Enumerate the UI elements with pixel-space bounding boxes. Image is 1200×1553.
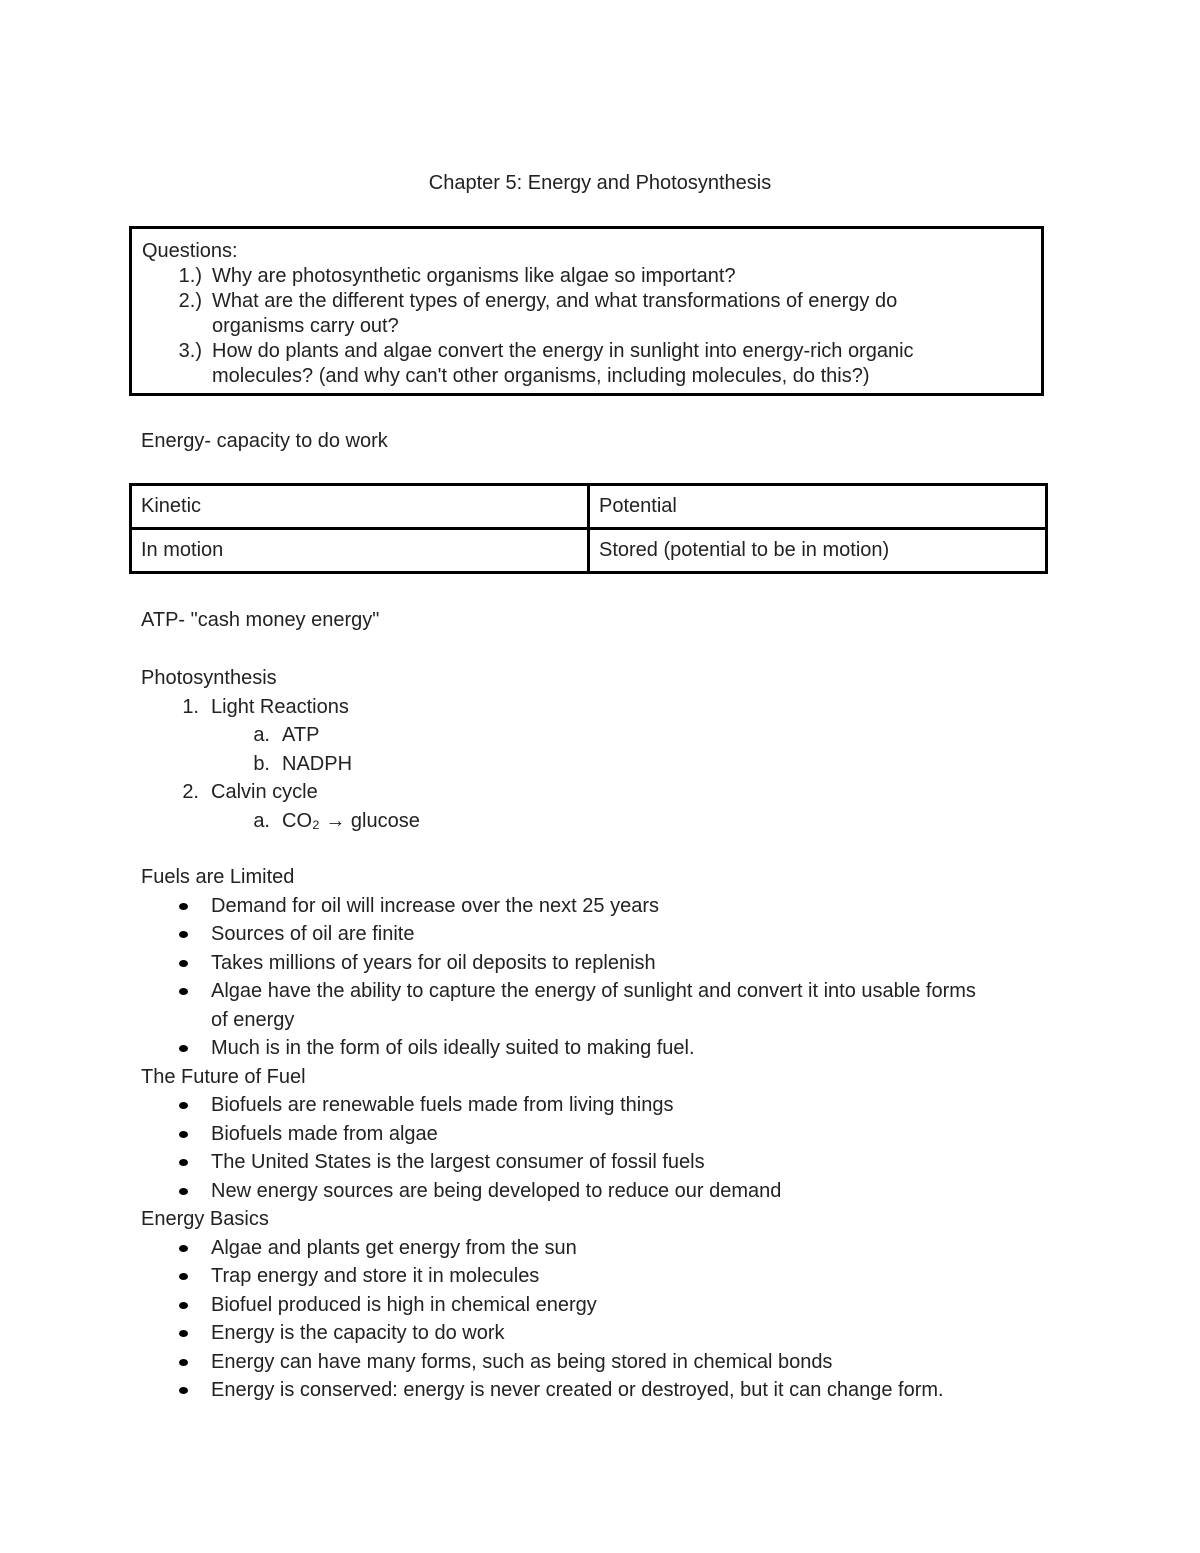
bullet-item (141, 1319, 1061, 1348)
list-subitem (141, 807, 1061, 836)
page-title: Chapter 5: Energy and Photosynthesis (428, 172, 772, 194)
bullet-icon (141, 1234, 211, 1263)
list-marker: 1. (182, 695, 199, 718)
bullet-item-continuation (141, 1006, 1061, 1035)
bullet-icon (141, 1148, 211, 1177)
bullet-item (141, 1376, 1061, 1405)
bullet-item (141, 977, 1061, 1006)
question-number: 2.) (178, 290, 202, 312)
table-cell-kinetic-desc: In motion (131, 529, 589, 573)
table-row (131, 529, 1047, 573)
bullet-item (141, 1091, 1061, 1120)
bullet-icon (141, 1034, 211, 1063)
bullet-text: of energy (211, 1008, 295, 1031)
section-heading: The Future of Fuel (141, 1065, 306, 1088)
bullet-item (141, 892, 1061, 921)
list-marker: b. (253, 752, 270, 775)
section-heading: Energy Basics (141, 1208, 269, 1230)
energy-types-table (129, 483, 1048, 574)
notes-section (141, 863, 1061, 1405)
bullet-icon (141, 1177, 211, 1206)
question-item (142, 289, 1029, 339)
bullet-icon (141, 1348, 211, 1377)
bullet-text: Much is in the form of oils ideally suited to making fuel. (211, 1037, 695, 1059)
bullet-text: Energy can have many forms, such as being stored in chemical bonds (211, 1350, 833, 1373)
bullet-icon (141, 1120, 211, 1149)
bullet-item (141, 1120, 1061, 1149)
question-item (142, 339, 1029, 389)
question-item (142, 264, 1029, 289)
table-cell-potential: Potential (589, 485, 1047, 529)
bullet-text: Algae have the ability to capture the energy of sunlight and convert it into usable forms (211, 980, 976, 1002)
bullet-item (141, 949, 1061, 978)
list-subitem (141, 750, 1061, 779)
energy-definition: Energy- capacity to do work (141, 430, 388, 452)
bullet-icon (141, 1091, 211, 1120)
bullet-item (141, 1348, 1061, 1377)
question-text: What are the different types of energy, and what transformations of energy do (212, 290, 898, 312)
bullet-icon (141, 1291, 211, 1320)
bullet-text: Trap energy and store it in molecules (211, 1265, 540, 1287)
bullet-text: Takes millions of years for oil deposits to replenish (211, 951, 656, 974)
bullet-text: Algae and plants get energy from the sun (211, 1236, 577, 1259)
bullet-icon (141, 920, 211, 949)
bullet-item (141, 1262, 1061, 1291)
section-heading: Photosynthesis (141, 667, 277, 689)
bullet-icon (141, 949, 211, 978)
list-marker: a. (253, 809, 270, 832)
bullet-icon (141, 1319, 211, 1348)
bullet-item (141, 920, 1061, 949)
question-number: 1.) (178, 265, 202, 287)
list-item-text: CO₂ → glucose (282, 809, 420, 832)
questions-heading: Questions: (142, 240, 238, 262)
section-heading: Fuels are Limited (141, 866, 295, 888)
bullet-text: The United States is the largest consumer of fossil fuels (211, 1151, 705, 1173)
bullet-icon (141, 1376, 211, 1405)
question-text: How do plants and algae convert the energy in sunlight into energy-rich organic (212, 340, 914, 362)
bullet-text: Sources of oil are finite (211, 923, 415, 945)
question-text: organisms carry out? (212, 315, 399, 337)
list-item-text: NADPH (282, 752, 353, 775)
bullet-item (141, 1177, 1061, 1206)
bullet-text: Energy is the capacity to do work (211, 1322, 505, 1344)
list-item (141, 693, 1061, 722)
bullet-text: Biofuel produced is high in chemical energy (211, 1293, 597, 1316)
table-cell-kinetic: Kinetic (131, 485, 589, 529)
bullet-item (141, 1291, 1061, 1320)
question-number: 3.) (178, 340, 202, 362)
bullet-text: Biofuels are renewable fuels made from living things (211, 1094, 674, 1116)
questions-box (129, 226, 1044, 396)
table-row (131, 485, 1047, 529)
list-marker: 2. (182, 781, 199, 803)
bullet-item (141, 1034, 1061, 1063)
list-subitem (141, 721, 1061, 750)
bullet-text: New energy sources are being developed to reduce our demand (211, 1179, 782, 1202)
photosynthesis-section (141, 664, 1061, 835)
list-item-text: Calvin cycle (211, 781, 318, 803)
list-item (141, 778, 1061, 807)
bullet-icon (141, 1262, 211, 1291)
bullet-text: Biofuels made from algae (211, 1122, 438, 1145)
bullet-item (141, 1148, 1061, 1177)
bullet-item (141, 1234, 1061, 1263)
list-item-text: ATP (282, 724, 320, 746)
question-text: molecules? (and why can't other organisms, including molecules, do this?) (212, 365, 870, 387)
bullet-icon (141, 892, 211, 921)
table-cell-potential-desc: Stored (potential to be in motion) (589, 529, 1047, 573)
bullet-icon (141, 977, 211, 1006)
list-item-text: Light Reactions (211, 695, 349, 718)
question-text: Why are photosynthetic organisms like algae so important? (212, 265, 736, 287)
bullet-text: Energy is conserved: energy is never created or destroyed, but it can change form. (211, 1379, 944, 1401)
atp-line: ATP- "cash money energy" (141, 609, 380, 631)
bullet-text: Demand for oil will increase over the next 25 years (211, 894, 659, 917)
list-marker: a. (253, 724, 270, 746)
